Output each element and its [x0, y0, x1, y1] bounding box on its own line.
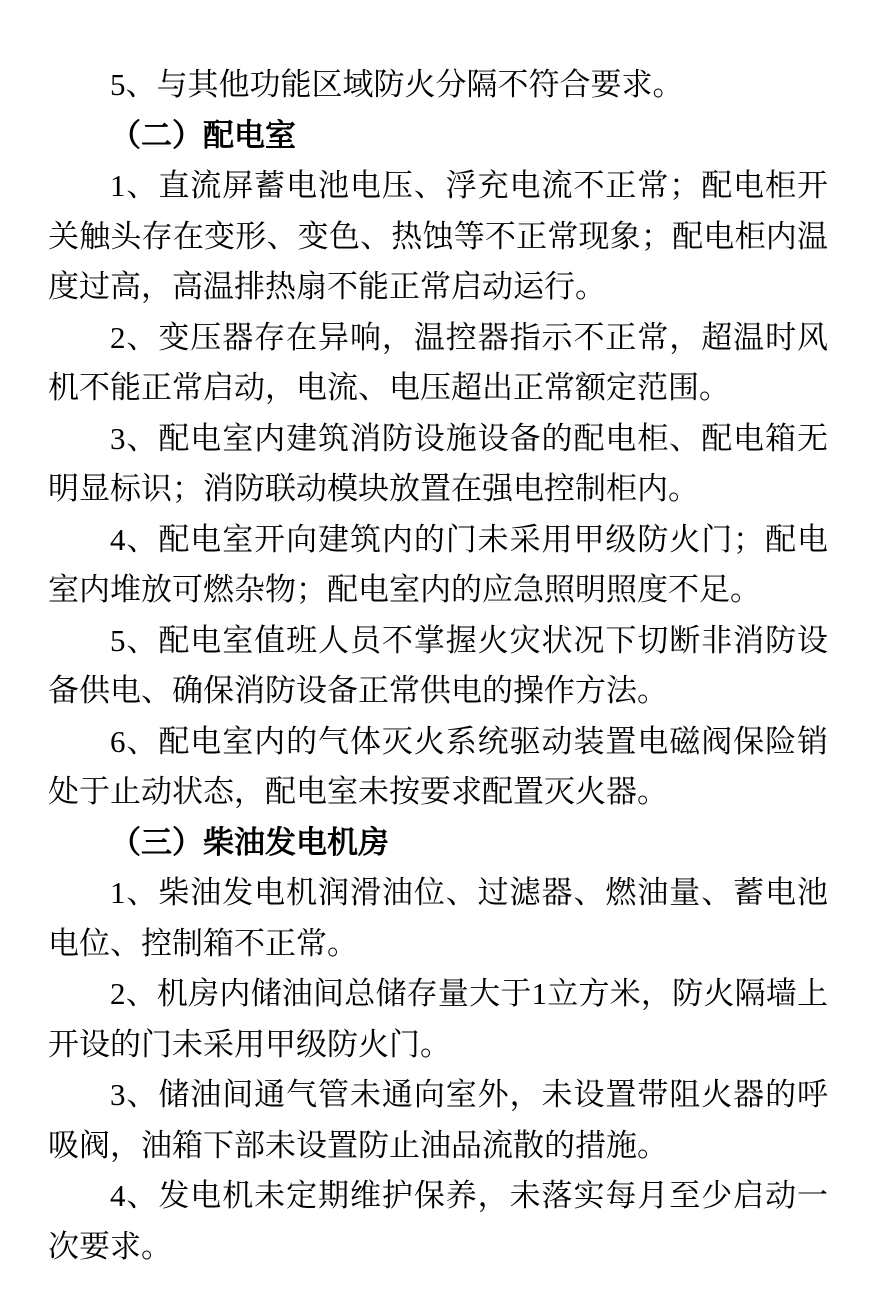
list-item: 2、变压器存在异响，温控器指示不正常，超温时风机不能正常启动，电流、电压超出正常额定范围。 [48, 319, 828, 405]
list-item: 4、发电机未定期维护保养，未落实每月至少启动一次要求。 [48, 1178, 828, 1264]
list-item: 2、机房内储油间总储存量大于1立方米，防火隔墙上开设的门未采用甲级防火门。 [48, 976, 828, 1062]
document-body [48, 60, 828, 1272]
list-item: 4、配电室开向建筑内的门未采用甲级防火门；配电室内堆放可燃杂物；配电室内的应急照明照度不足。 [48, 521, 828, 607]
list-item: 3、储油间通气管未通向室外，未设置带阻火器的呼吸阀，油箱下部未设置防止油品流散的措施。 [48, 1077, 828, 1163]
list-item: 1、直流屏蓄电池电压、浮充电流不正常；配电柜开关触头存在变形、变色、热蚀等不正常现象；配电柜内温度过高，高温排热扇不能正常启动运行。 [48, 168, 828, 304]
list-item: 5、配电室值班人员不掌握火灾状况下切断非消防设备供电、确保消防设备正常供电的操作方法。 [48, 622, 828, 708]
list-item: 3、配电室内建筑消防设施设备的配电柜、配电箱无明显标识；消防联动模块放置在强电控制柜内。 [48, 420, 828, 506]
list-item: 6、配电室内的气体灭火系统驱动装置电磁阀保险销处于止动状态，配电室未按要求配置灭火器。 [48, 723, 828, 809]
list-item: 1、柴油发电机润滑油位、过滤器、燃油量、蓄电池电位、控制箱不正常。 [48, 875, 828, 961]
list-item: 5、与其他功能区域防火分隔不符合要求。 [110, 67, 684, 102]
section-heading: （二）配电室 [110, 117, 296, 153]
section-heading: （三）柴油发电机房 [110, 824, 389, 860]
